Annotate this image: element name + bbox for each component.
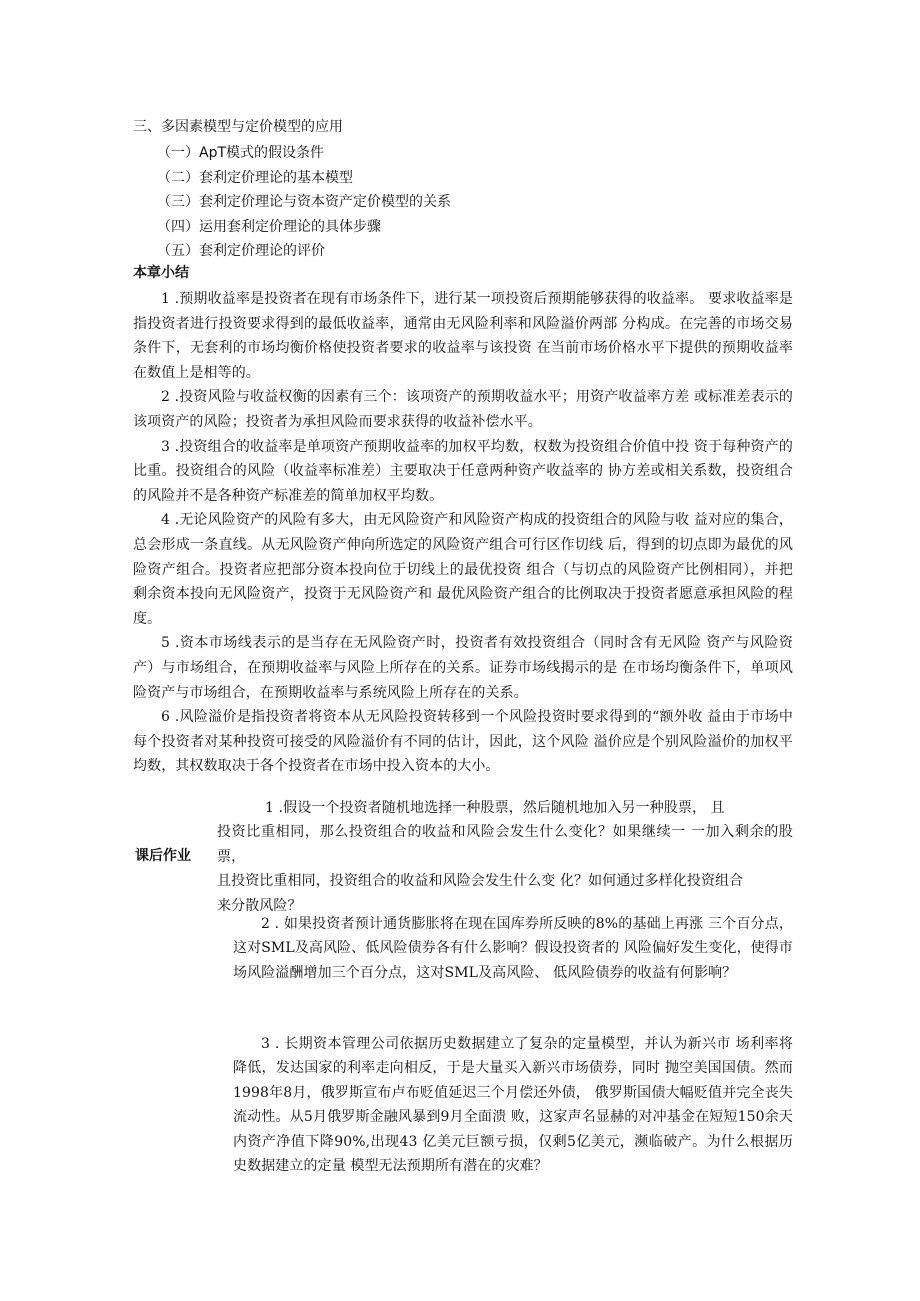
homework-line: 且投资比重相同，投资组合的收益和风险会发生什么变 化？如何通过多样化投资组合 bbox=[217, 873, 744, 890]
homework-line: 投资比重相同，那么投资组合的收益和风险会发生什么变化？如果继续一 一加入剩余的股票， bbox=[217, 824, 793, 865]
summary-title: 本章小结 bbox=[133, 265, 189, 281]
outline-item: （二）套利定价理论的基本模型 bbox=[157, 169, 353, 186]
homework-line: 1 .假设一个投资者随机地选择一种股票，然后随机地加入另一种股票， 且 bbox=[265, 800, 725, 816]
homework-paragraph: 2 . 如果投资者预计通货膨胀将在现在国库券所反映的8%的基础上再涨 三个百分点，这对SML及高风险、低风险债券各有什么影响？假设投资者的 风险偏好发生变化，使得市场风险溢酬增加三个百分点，这对SML及高风险、 低风险债券的收益有何影响？ bbox=[233, 916, 793, 981]
section-title: 三、多因素模型与定价模型的应用 bbox=[133, 119, 343, 135]
outline-item: （三）套利定价理论与资本资产定价模型的关系 bbox=[157, 194, 451, 210]
homework-question-3 bbox=[233, 1032, 793, 1178]
summary-paragraph: 4 .无论风险资产的风险有多大，由无风险资产和风险资产构成的投资组合的风险与收 益对应的集合，总会形成一条直线。从无风险资产伸向所选定的风险资产组合可行区作切线 后，得到的切点即为最优的风险资产组合。投资者应把部分资本投向位于切线上的最优投资 组合（与切点的风险资产比例相同），并把剩余资本投向无风险资产，投资于无风险资产和 最优风险资产组合的比例取决于投资者愿意承担风险的程度。 bbox=[133, 512, 793, 627]
homework-question-1 bbox=[205, 796, 793, 918]
outline-item: （四）运用套利定价理论的具体步骤 bbox=[157, 218, 381, 235]
homework-question-2 bbox=[233, 912, 793, 985]
section-outline bbox=[157, 141, 451, 264]
summary-paragraph: 1 .预期收益率是投资者在现有市场条件下，进行某一项投资后预期能够获得的收益率。 要求收益率是指投资者进行投资要求得到的最低收益率，通常由无风险利率和风险溢价两部 分构成。在完善的市场交易条件下，无套利的市场均衡价格使投资者要求的收益率与该投资 在当前市场价格水平下提供的预期收益率在数值上是相等的。 bbox=[133, 291, 793, 381]
outline-item: （一）ApT模式的假设条件 bbox=[157, 145, 325, 161]
summary-paragraph: 5 .资本市场线表示的是当存在无风险资产时，投资者有效投资组合（同时含有无风险 资产与风险资产）与市场组合，在预期收益率与风险上所存在的关系。证券市场线揭示的是 在市场均衡条件下，单项风险资产与市场组合，在预期收益率与系统风险上所存在的关系。 bbox=[133, 635, 793, 701]
summary-paragraph: 6 .风险溢价是指投资者将资本从无风险投资转移到一个风险投资时要求得到的“额外收 益由于市场中每个投资者对某种投资可接受的风险溢价有不同的估计，因此，这个风险 溢价应是个别风险溢价的加权平均数，其权数取决于各个投资者在市场中投入资本的大小。 bbox=[133, 709, 793, 775]
outline-item: （五）套利定价理论的评价 bbox=[157, 243, 325, 259]
homework-label: 课后作业 bbox=[135, 848, 191, 864]
homework-line: 来分散风险？ bbox=[217, 897, 302, 914]
homework-paragraph: 3 . 长期资本管理公司依据历史数据建立了复杂的定量模型，并认为新兴市 场利率将降低，发达国家的利率走向相反，于是大量买入新兴市场债券，同时 抛空美国国债。然而1998年8月，俄罗斯宣布卢布贬值延迟三个月偿还外债， 俄罗斯国债大幅贬值并完全丧失流动性。从5月俄罗斯金融风暴到9月全面溃 败，这家声名显赫的对冲基金在短短150余天内资产净值下降90%,出现43 亿美元巨额亏损，仅剩5亿美元，濒临破产。为什么根据历史数据建立的定量 模型无法预期所有潜在的灾难？ bbox=[233, 1036, 793, 1175]
summary-paragraph: 3 .投资组合的收益率是单项资产预期收益率的加权平均数，权数为投资组合价值中投 资于每种资产的比重。投资组合的风险（收益率标准差）主要取决于任意两种资产收益率的 协方差或相关系数，投资组合的风险并不是各种资产标准差的简单加权平均数。 bbox=[133, 438, 793, 504]
summary-body bbox=[133, 287, 793, 779]
summary-paragraph: 2 .投资风险与收益权衡的因素有三个：该项资产的预期收益水平；用资产收益率方差 或标准差表示的该项资产的风险；投资者为承担风险而要求获得的收益补偿水平。 bbox=[133, 389, 793, 430]
